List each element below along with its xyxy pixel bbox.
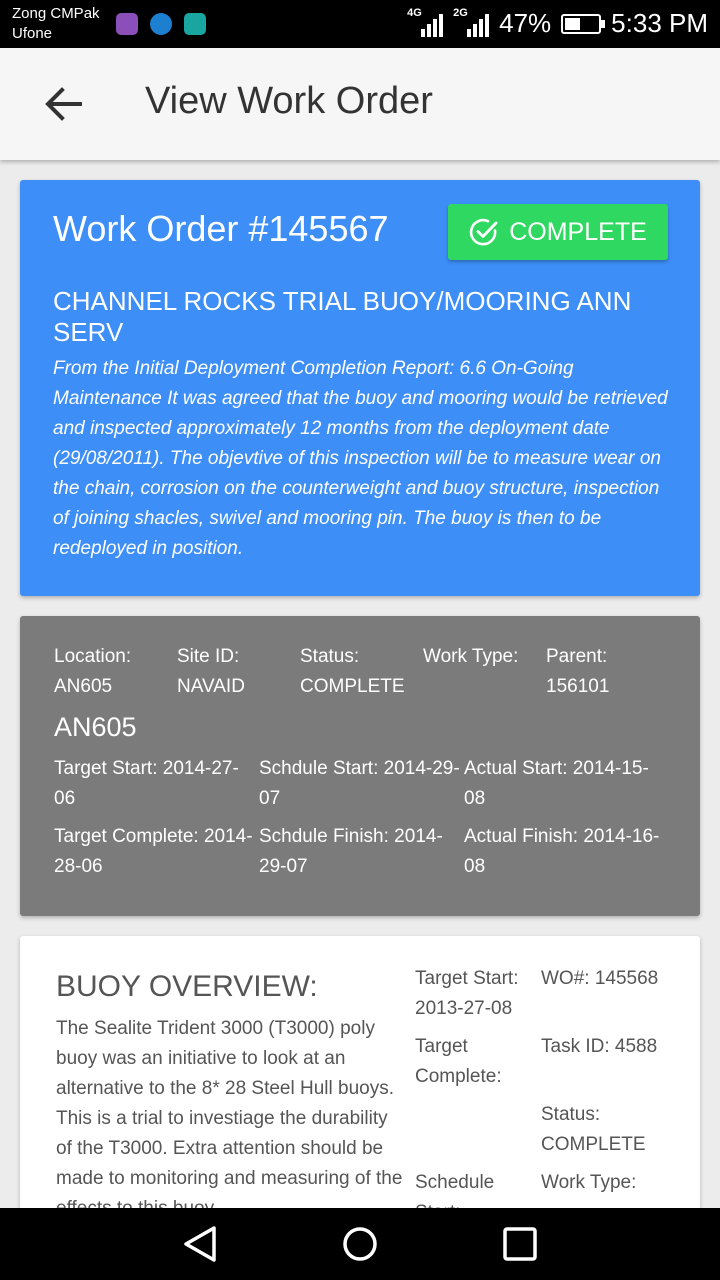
overview-work-type: Work Type: <box>541 1172 637 1193</box>
nav-back-button[interactable] <box>178 1224 222 1264</box>
overview-task-id: Task ID: 4588 <box>541 1036 658 1057</box>
nav-recents-button[interactable] <box>498 1224 542 1264</box>
location-label: Location: <box>54 646 132 667</box>
signal-4g-icon <box>407 6 443 39</box>
status-field <box>300 642 423 702</box>
battery-percent: 47% <box>499 8 552 38</box>
overview-text: The Sealite Trident 3000 (T3000) poly buoy was an initiative to look at an alternative to the 8* 28 Steel Hull buoys. This is a trial to investiage the durability of the T3000. Extra attention should be made to monitoring and measuring of the <box>56 1018 403 1189</box>
nav-home-button[interactable] <box>338 1224 382 1264</box>
network-type-1: 4G <box>407 6 422 19</box>
overview-info <box>541 964 691 1198</box>
back-button[interactable] <box>40 82 88 126</box>
location-value: AN605 <box>54 676 113 697</box>
browser-app-icon <box>150 13 172 35</box>
overview-wo-number: WO#: 145568 <box>541 968 659 989</box>
overview-dates <box>415 964 535 1228</box>
carrier-name-2: Ufone <box>12 25 53 42</box>
triangle-back-icon <box>178 1224 222 1264</box>
work-order-heading: CHANNEL ROCKS TRIAL BUOY/MOORING ANN SERV <box>53 286 632 347</box>
site-id-label: Site ID: <box>177 646 240 667</box>
overview-target-complete: Target Complete: <box>415 1036 502 1087</box>
shield-app-icon <box>184 13 206 35</box>
circle-home-icon <box>338 1224 382 1264</box>
square-recents-icon <box>498 1224 542 1264</box>
notification-icons <box>116 13 206 35</box>
status-label: Status: <box>300 646 360 667</box>
actual-finish: Actual Finish: 2014-16-08 <box>464 826 660 877</box>
work-order-title: Work Order #145567 <box>53 208 389 249</box>
details-summary <box>54 642 669 702</box>
site-id-value: NAVAID <box>177 676 245 697</box>
schedule-start: Schdule Start: 2014-29-07 <box>259 758 460 809</box>
work-type-label: Work Type: <box>423 646 519 667</box>
network-type-2: 2G <box>453 6 468 19</box>
location-field <box>54 642 177 702</box>
location-heading: AN605 <box>54 712 137 742</box>
overview-status: Status: COMPLETE <box>541 1104 646 1155</box>
page-title: View Work Order <box>145 80 433 122</box>
status-value: COMPLETE <box>300 676 405 697</box>
work-order-details-card <box>20 616 700 916</box>
work-type-field <box>423 642 546 702</box>
parent-value: 156101 <box>546 676 610 697</box>
complete-status-button[interactable] <box>448 204 668 260</box>
target-complete: Target Complete: 2014-28-06 <box>54 826 253 877</box>
work-order-description: From the Initial Deployment Completion Report: 6.6 On-Going Maintenance It was agreed that the buoy and mooring would be retrieved and inspected approximately 12 months from the deployment date (29/08/2011). The objevtive of this inspection will be to measure wear on the chain, corrosion on the counterweight and buoy structure, inspection of joining shacles, swivel and mooring pin. The buoy is then to be redeployed in position. <box>53 358 668 559</box>
actual-start: Actual Start: 2014-15-08 <box>464 758 649 809</box>
work-order-card <box>20 180 700 596</box>
navigation-bar <box>0 1208 720 1280</box>
clock: 5:33 PM <box>611 8 708 38</box>
app-bar <box>0 48 720 160</box>
buoy-overview-card[interactable] <box>20 936 700 1226</box>
parent-field <box>546 642 669 702</box>
schedule-finish: Schdule Finish: 2014-29-07 <box>259 826 443 877</box>
overview-title: BUOY OVERVIEW: <box>56 970 318 1003</box>
overview-target-start: Target Start: 2013-27-08 <box>415 968 519 1019</box>
parent-label: Parent: <box>546 646 608 667</box>
arrow-back-icon <box>40 82 88 126</box>
target-start: Target Start: 2014-27-06 <box>54 758 239 809</box>
signal-2g-icon <box>453 6 489 39</box>
carrier-name-1: Zong CMPak <box>12 5 100 22</box>
dates-grid <box>54 754 674 882</box>
gallery-app-icon <box>116 13 138 35</box>
carrier-info <box>12 4 100 44</box>
status-right <box>407 8 708 39</box>
overview-schedule-start: Schedule <box>415 1172 495 1193</box>
status-bar <box>0 0 720 48</box>
battery-icon <box>561 14 601 34</box>
complete-button-label: COMPLETE <box>509 217 647 246</box>
site-id-field <box>177 642 300 702</box>
check-circle-icon <box>469 217 499 247</box>
